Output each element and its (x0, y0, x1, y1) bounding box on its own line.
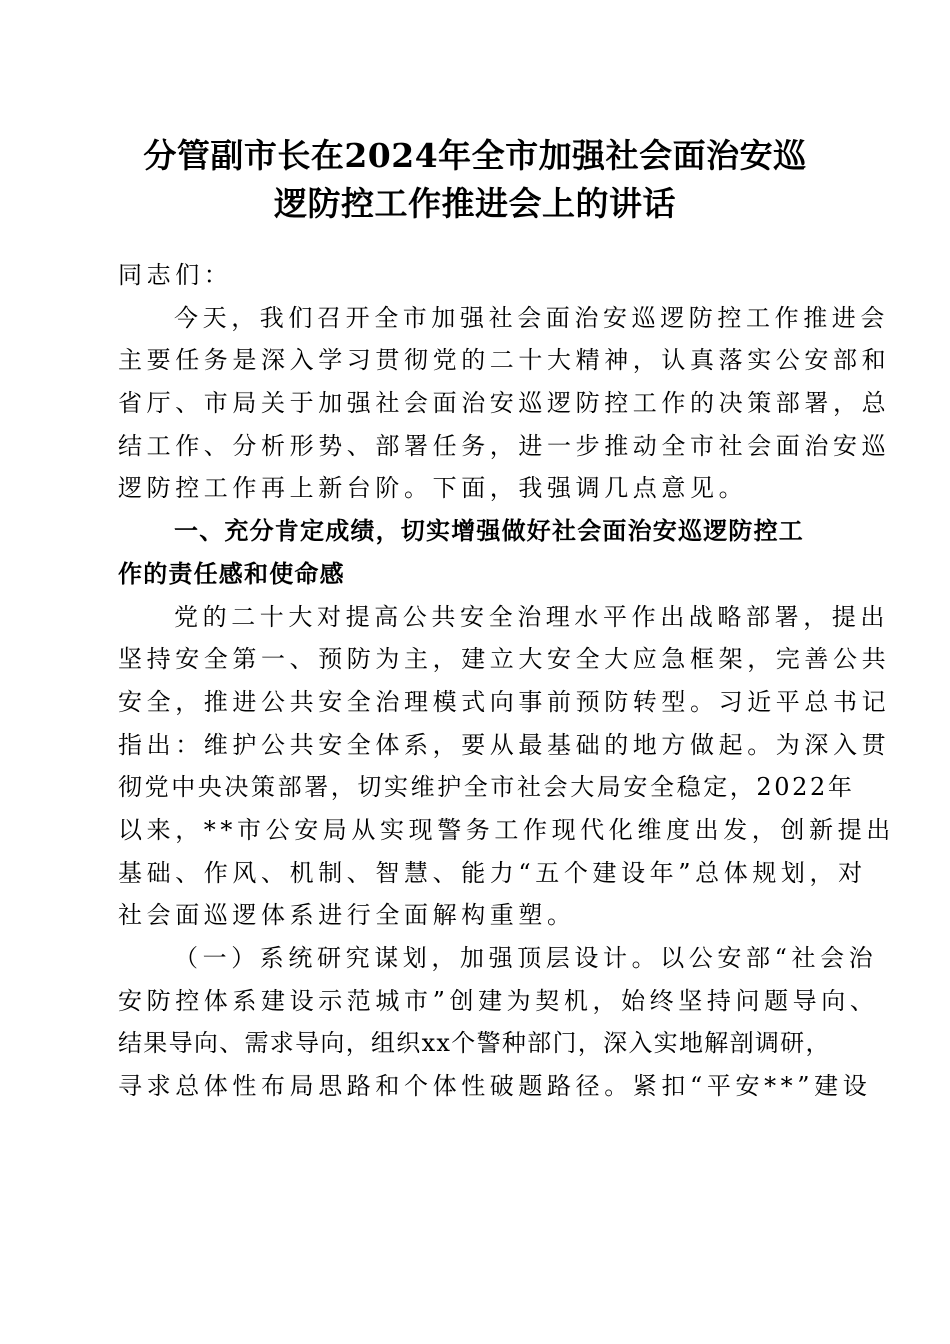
paragraph-line: 安防控体系建设示范城市”创建为契机，始终坚持问题导向、 (118, 986, 879, 1015)
intro-line: 省厅、市局关于加强社会面治安巡逻防控工作的决策部署，总 (118, 389, 891, 418)
salutation: 同志们： (118, 261, 233, 289)
paragraph-line: （一）系统研究谋划，加强顶层设计。以公安部“社会治 (174, 944, 878, 972)
paragraph-line: 社会面巡逻体系进行全面解构重塑。 (118, 901, 576, 930)
paragraph-line: 寻求总体性布局思路和个体性破题路径。紧扣“平安**”建设 (118, 1072, 872, 1101)
intro-paragraph (118, 297, 891, 510)
heading-line: 作的责任感和使命感 (118, 559, 345, 588)
paragraph-line: 结果导向、需求导向，组织xx个警种部门，深入实地解剖调研， (118, 1029, 831, 1058)
paragraph-line: 安全，推进公共安全治理模式向事前预防转型。习近平总书记 (118, 687, 891, 716)
paragraph-line: 指出：维护公共安全体系，要从最基础的地方做起。为深入贯 (118, 730, 891, 759)
section-1-paragraph (118, 596, 895, 938)
heading-line: 一、充分肯定成绩，切实增强做好社会面治安巡逻防控工 (174, 517, 804, 546)
subsection-1-paragraph (118, 937, 879, 1108)
paragraph-line: 彻党中央决策部署，切实维护全市社会大局安全稳定，2022年 (118, 773, 855, 802)
paragraph-line: 坚持安全第一、预防为主，建立大安全大应急框架，完善公共 (118, 645, 891, 674)
title-line-1: 分管副市长在2024年全市加强社会面治安巡 (143, 136, 807, 175)
paragraph-line: 党的二十大对提高公共安全治理水平作出战略部署，提出 (174, 602, 889, 631)
intro-line: 主要任务是深入学习贯彻党的二十大精神，认真落实公安部和 (118, 346, 891, 375)
section-1-heading (118, 510, 824, 595)
title-line-2: 逻防控工作推进会上的讲话 (274, 184, 676, 223)
document-body (118, 254, 895, 1108)
document-title (100, 132, 850, 228)
intro-line: 今天，我们召开全市加强社会面治安巡逻防控工作推进会 (174, 303, 889, 332)
paragraph-line: 以来，**市公安局从实现警务工作现代化维度出发，创新提出 (118, 815, 895, 844)
intro-line: 结工作、分析形势、部署任务，进一步推动全市社会面治安巡 (118, 431, 891, 460)
intro-line: 逻防控工作再上新台阶。下面，我强调几点意见。 (118, 474, 748, 503)
paragraph-line: 基础、作风、机制、智慧、能力“五个建设年”总体规划，对 (118, 858, 867, 887)
